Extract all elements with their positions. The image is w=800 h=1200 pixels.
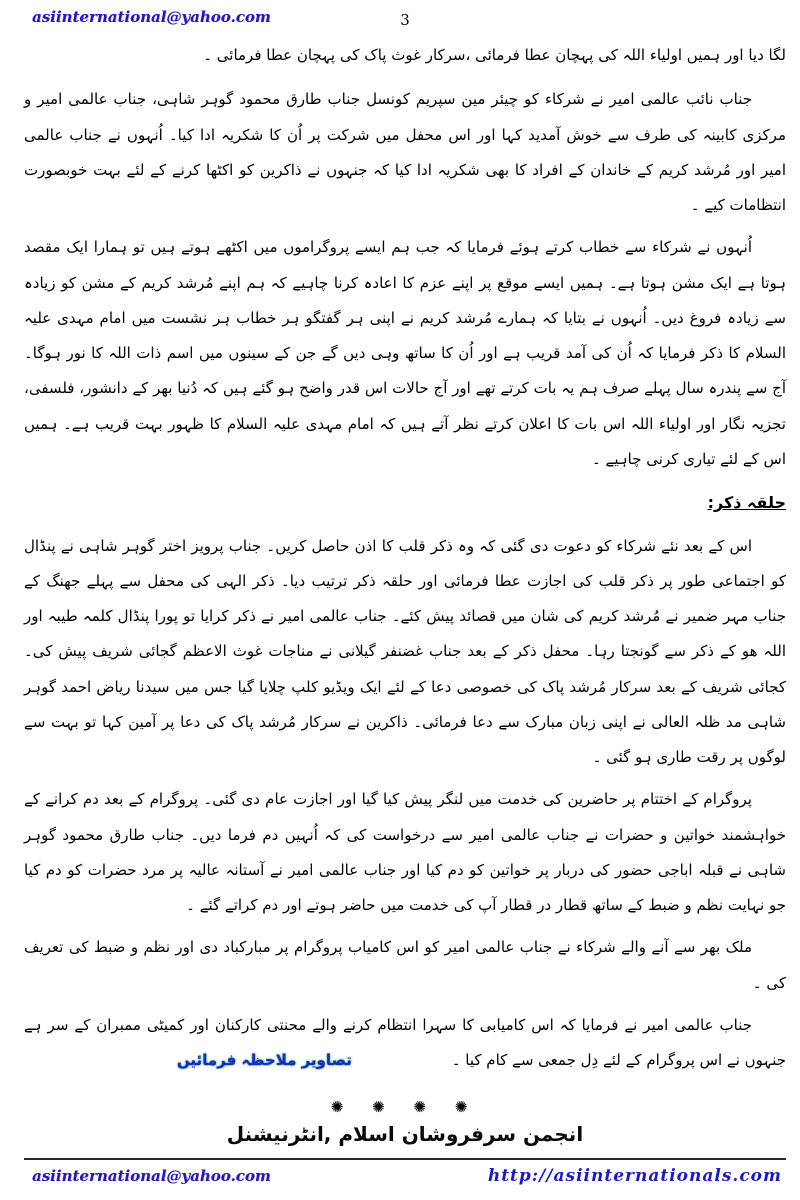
paragraph: پروگرام کے اختتام پر حاضرین کی خدمت میں لنگر پیش کیا گیا اور اجازت عام دی گئی۔ پروگرام کے بعد دم کرانے کے خواہشمند خواتین و حضرات نے جناب عالمی امیر سے درخواست کی کہ اُنہیں دم فرما دیں۔ جناب طارق محمود گوہر شاہی نے قبلہ اباجی حضور کی دربار پر خواتین کو دم کیا اور جناب عالمی امیر نے آستانہ عالیہ پر مرد حضرات کو دم کیا جو نہایت نظم و ضبط کے ساتھ قطار در قطار آپ کی خدمت میں حاضر ہوتے اور دم کراتے گئے ۔: [24, 790, 786, 915]
star-ornament-icon: ✺ ✺ ✺ ✺: [330, 1098, 480, 1116]
paragraph: اس کے بعد نئے شرکاء کو دعوت دی گئی کہ وہ ذکر قلب کا اذن حاصل کریں۔ جناب پرویز اختر گوہر شاہی نے پنڈال کو اجتماعی طور پر ذکر قلب کی اجازت عطا فرمائی اور حلقہ ذکر ترتیب دیا۔ ذکر الہی کی محفل سے پہلے جھنگ کے جناب مہر ضمیر نے مُرشد کریم کی شان میں قصائد پیش کئے۔ جناب عالمی امیر نے ذکر کرایا تو پورا پنڈال کلمہ طیبہ اور اللہ ھو کے ذکر سے گونجتا رہا۔ محفل ذکر کے بعد جناب غضنفر گیلانی نے مناجات غوث الاعظم گجائی شریف پیش کی۔ کجائی شریف کے بعد سرکار مُرشد پاک کی خصوصی دعا کے لئے ایک ویڈیو کلپ چلایا گیا جس میں سیدنا ریاض احمد گوہر شاہی مد ظلہ العالی نے اپنی زبان مبارک سے دعا فرمائی۔ ذاکرین نے سرکار مُرشد پاک کی دعا پر آمین کہا تو بہت سے لوگوں پر رقت طاری ہو گئی ۔: [24, 536, 786, 767]
page-header: [24, 8, 786, 38]
paragraph: جناب نائب عالمی امیر نے شرکاء کو چیئر مین سپریم کونسل جناب طارق محمود گوہر شاہی، جناب عالمی امیر و مرکزی کابینہ کی طرف سے خوش آمدید کہا اور اس محفل میں شرکت پر اُن کا شکریہ ادا کیا۔ اُنہوں نے جناب عالمی امیر اور مُرشد کریم کے خاندان کے افراد کا بھی شکریہ ادا کیا کہ جنہوں نے ذاکرین کو اکٹھا کرنے کے لئے بہت خوبصورت انتظامات کیے ۔: [24, 90, 786, 214]
footer-website-link[interactable]: http://asiinternationals.com: [487, 1166, 782, 1186]
organization-name: انجمن سرفروشان اسلام ,انٹرنیشنل: [226, 1122, 584, 1146]
paragraph: ملک بھر سے آنے والے شرکاء نے جناب عالمی امیر کو اس کامیاب پروگرام پر مبارکباد دی اور نظم و ضبط کی تعریف کی ۔: [24, 938, 786, 992]
paragraph-continuation: لگا دیا اور ہمیں اولیاء اللہ کی پہچان عطا فرمائی ،سرکار غوث پاک کی پہچان عطا فرمائی ۔: [203, 46, 786, 64]
footer-email-link[interactable]: asiinternational@yahoo.com: [32, 1167, 271, 1185]
page-number: 3: [400, 11, 410, 29]
page-footer-group: [24, 1098, 786, 1186]
view-photos-link[interactable]: تصاویر ملاحظہ فرمائیں: [176, 1051, 352, 1070]
paragraph-with-photos-link: [24, 1008, 786, 1079]
paragraph: اُنہوں نے شرکاء سے خطاب کرتے ہوئے فرمایا کہ جب ہم ایسے پروگراموں میں اکٹھے ہوتے ہیں تو ہمارا ایک مقصد ہوتا ہے ایک مشن ہوتا ہے۔ ہمیں ایسے موقع پر اپنے عزم کا اعادہ کرنا چاہیے کہ ہم اپنے مُرشد کریم کے مشن کو زیادہ سے زیادہ فروغ دیں۔ اُنہوں نے بتایا کہ ہمارے مُرشد کریم نے اپنی ہر گفتگو ہر خطاب ہر نشست میں امام مہدی علیہ السلام کا ذکر فرمایا کہ اُن کی آمد قریب ہے اور اُن کا ساتھ وہی دیں گے جن کے سینوں میں اسم ذات اللہ کا نور ہوگا۔ آج سے پندرہ سال پہلے صرف ہم یہ بات کرتے تھے اور آج حالات اس قدر واضح ہو گئے ہیں کہ دُنیا بھر کے دانشور، فلسفی، تجزیہ نگار اور اولیاء اللہ اس بات کا اعلان کرتے نظر آتے ہیں کہ امام مہدی علیہ السلام کا ظہور بہت قریب ہے۔ ہمیں اس کے لئے تیاری کرنی چاہیے ۔: [24, 238, 786, 468]
paragraph-text: جناب عالمی امیر نے فرمایا کہ اس کامیابی کا سہرا انتظام کرنے والے محنتی کارکنان اور کمیٹی ممبران کے سر ہے جنہوں نے اس پروگرام کے لئے دِل جمعی سے کام کیا ۔: [24, 1015, 786, 1070]
section-heading-halqa-zikr: حلقہ ذکر:: [707, 493, 786, 512]
article-body: [24, 38, 786, 1085]
header-email-link[interactable]: asiinternational@yahoo.com: [32, 8, 271, 26]
footer-links-row: [24, 1164, 786, 1186]
footer-divider: [24, 1158, 786, 1160]
